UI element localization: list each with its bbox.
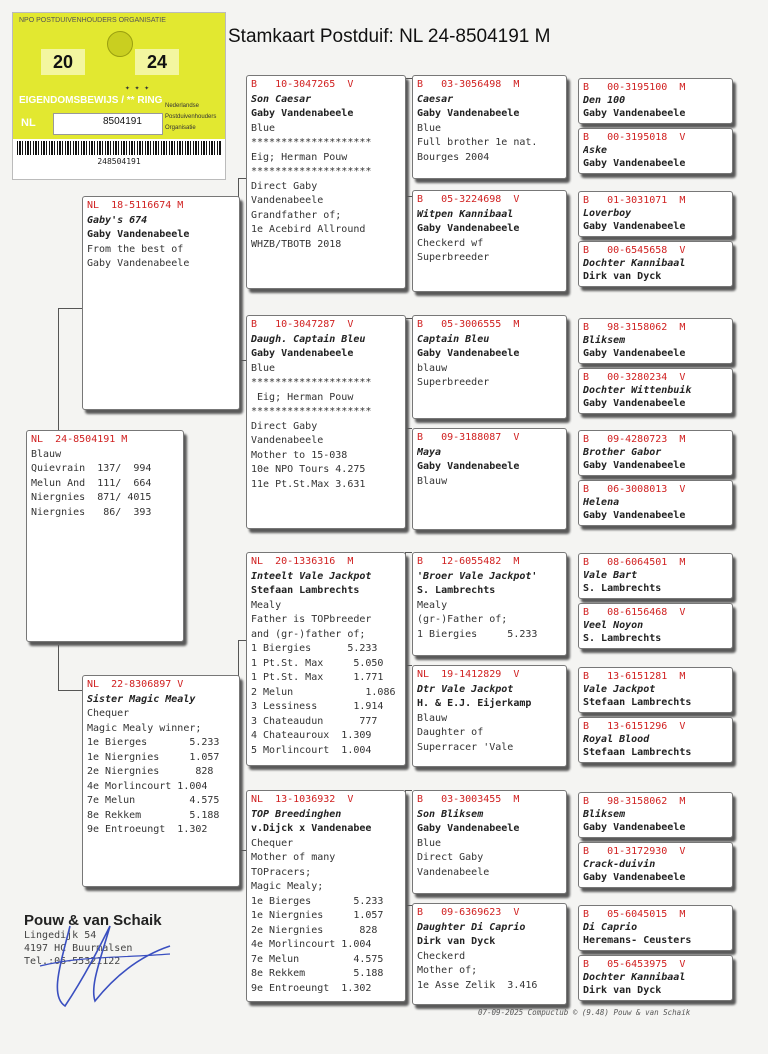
pigeon-name: Dtr Vale Jackpot	[417, 683, 514, 695]
info-line: 10e NPO Tours 4.275	[251, 464, 366, 475]
info-line: 9e Entroeungt 1.302	[251, 982, 372, 994]
ring-number: B 13-6151281 M	[583, 671, 686, 682]
pigeon-name: Maya	[417, 446, 442, 458]
info-line: ********************	[251, 137, 372, 148]
ring-number: B 00-3195018 V	[583, 132, 686, 143]
great-great-grandparent-card	[578, 480, 733, 526]
ring-number: NL 19-1412829 V	[417, 669, 520, 680]
barcode-text: 248504191	[97, 157, 141, 166]
pigeon-name: Sister Magic Mealy	[87, 693, 196, 705]
ring-number: B 00-3195100 M	[583, 82, 686, 93]
great-great-grandparent-card	[578, 78, 733, 124]
breeder-name: Gaby Vandenabeele	[417, 461, 520, 472]
ring-number: B 08-6064501 M	[583, 557, 686, 568]
ring-number: B 98-3158062 M	[583, 796, 686, 807]
pedigree-connector	[58, 308, 59, 430]
info-line: 9e Entroeungt 1.302	[87, 824, 208, 835]
info-line: Mealy	[251, 599, 282, 611]
subject-card	[26, 430, 184, 642]
ring-number: B 01-3031071 M	[583, 195, 686, 206]
breeder-name: Gaby Vandenabeele	[417, 108, 520, 119]
info-line: Mother to 15-038	[251, 449, 348, 461]
ring-number: B 05-3224698 V	[417, 194, 520, 205]
great-great-grandparent-card	[578, 241, 733, 287]
pedigree-connector	[405, 78, 412, 79]
great-great-grandparent-card	[578, 128, 733, 174]
pigeon-name: 'Broer Vale Jackpot'	[417, 570, 538, 582]
ring-country: NL	[21, 117, 36, 129]
ring-number: NL 22-8306897 V	[87, 679, 184, 690]
pigeon-name: Brother Gabor	[583, 447, 662, 458]
pigeon-name: Dochter Kannibaal	[583, 972, 686, 983]
info-line: Eig; Herman Pouw	[251, 391, 354, 403]
pigeon-name: Gaby's 674	[87, 214, 148, 226]
info-line: ********************	[251, 166, 372, 177]
info-line: Direct Gaby	[251, 420, 318, 432]
info-line: 4 Chateauroux 1.309	[251, 730, 372, 741]
ring-number: B 03-3056498 M	[417, 79, 520, 90]
info-line: Checkerd wf	[417, 237, 484, 249]
ring-certificate	[12, 12, 226, 180]
breeder-name: Gaby Vandenabeele	[251, 108, 354, 119]
ring-number: B 09-4280723 M	[583, 434, 686, 445]
ring-number: NL 13-1036932 V	[251, 794, 354, 805]
ring-number: B 05-6045015 M	[583, 909, 686, 920]
breeder-name: Gaby Vandenabeele	[583, 158, 686, 169]
info-line: Niergnies 86/ 393	[31, 506, 152, 518]
info-line: 1e Asse Zelik 3.416	[417, 979, 538, 991]
ring-number: B 06-3008013 V	[583, 484, 686, 495]
pigeon-name: Inteelt Vale Jackpot	[251, 570, 372, 582]
info-line: Gaby Vandenabeele	[87, 258, 190, 269]
great-grandparent-card	[412, 75, 567, 179]
info-line: Quievrain 137/ 994	[31, 463, 152, 474]
breeder-name: Gaby Vandenabeele	[583, 872, 686, 883]
info-line: 2e Niergnies 828	[87, 766, 214, 777]
pigeon-name: Di Caprio	[583, 922, 638, 933]
info-line: Magic Mealy winner;	[87, 722, 202, 734]
info-line: Grandfather of;	[251, 209, 342, 221]
pigeon-name: Captain Bleu	[417, 333, 490, 345]
great-grandparent-card	[412, 552, 567, 656]
info-line: 2e Niergnies 828	[251, 924, 378, 936]
grandparent-card	[246, 790, 406, 1002]
ring-number: B 05-6453975 V	[583, 959, 686, 970]
pigeon-name: Veel Noyon	[583, 620, 644, 631]
pigeon-name: Daughter Di Caprio	[417, 921, 526, 933]
great-great-grandparent-card	[578, 368, 733, 414]
dam-card	[82, 675, 240, 887]
info-line: Bourges 2004	[417, 151, 490, 163]
breeder-name: S. Lambrechts	[583, 583, 662, 594]
pigeon-name: Witpen Kannibaal	[417, 208, 514, 220]
breeder-name: H. & E.J. Eijerkamp	[417, 698, 532, 709]
ring-number: B 08-6156468 V	[583, 607, 686, 618]
crest-icon	[107, 31, 133, 57]
breeder-name: Gaby Vandenabeele	[583, 398, 686, 409]
owner-address-line: Lingedijk 54	[24, 930, 97, 941]
info-line: Blauw	[417, 475, 448, 487]
owner-name: Pouw & van Schaik	[24, 912, 162, 929]
breeder-name: Stefaan Lambrechts	[583, 747, 692, 758]
great-grandparent-card	[412, 903, 567, 1005]
great-great-grandparent-card	[578, 792, 733, 838]
org-line: Postduivenhouders	[165, 114, 217, 120]
great-great-grandparent-card	[578, 318, 733, 364]
info-line: Blue	[251, 122, 276, 134]
ring-number: 8504191	[103, 116, 142, 127]
info-line: Superbreeder	[417, 252, 490, 263]
info-line: 4e Morlincourt 1.004	[87, 780, 208, 792]
pigeon-name: TOP Breedinghen	[251, 808, 342, 820]
great-grandparent-card	[412, 315, 567, 419]
great-great-grandparent-card	[578, 191, 733, 237]
pedigree-connector	[405, 905, 412, 906]
pigeon-name: Son Bliksem	[417, 808, 484, 820]
breeder-name: v.Dijck x Vandenabee	[251, 823, 372, 834]
ring-number: B 05-3006555 M	[417, 319, 520, 330]
pigeon-name: Loverboy	[583, 208, 632, 219]
pedigree-connector	[58, 308, 82, 309]
info-line: 1e Bierges 5.233	[251, 895, 384, 907]
info-line: Superbreeder	[417, 377, 490, 388]
pigeon-name: Dochter Wittenbuik	[583, 385, 692, 396]
info-line: Mother of;	[417, 965, 478, 976]
info-line: 5 Morlincourt 1.004	[251, 744, 372, 756]
pigeon-name: Vale Bart	[583, 570, 638, 581]
info-line: ********************	[251, 406, 372, 417]
ring-number: B 13-6151296 V	[583, 721, 686, 732]
ring-year-right: 24	[135, 49, 179, 75]
info-line: Mother of many	[251, 852, 336, 863]
breeder-name: Stefaan Lambrechts	[583, 697, 692, 708]
info-line: 1e Bierges 5.233	[87, 737, 220, 748]
info-line: From the best of	[87, 243, 184, 255]
info-line: Chequer	[251, 837, 294, 849]
info-line: Blue	[417, 122, 442, 134]
ring-org-names	[165, 101, 216, 134]
info-line: 2 Melun 1.086	[251, 686, 396, 698]
info-line: Vandenabeele	[251, 195, 324, 206]
ring-number: B 00-6545658 V	[583, 245, 686, 256]
grandparent-card	[246, 552, 406, 766]
pigeon-name: Aske	[583, 145, 608, 156]
info-line: Blauw	[31, 448, 62, 460]
ring-number: B 01-3172930 V	[583, 846, 686, 857]
great-great-grandparent-card	[578, 842, 733, 888]
footer: 07-09-2025 Compuclub © (9.48) Pouw & van Schaik	[478, 1008, 691, 1017]
great-great-grandparent-card	[578, 955, 733, 1001]
pedigree-connector	[405, 552, 412, 553]
info-line: 1e Niergnies 1.057	[251, 910, 384, 921]
info-line: 1 Biergies 5.233	[417, 628, 538, 640]
info-line: Melun And 111/ 664	[31, 477, 152, 489]
breeder-name: Heremans- Ceusters	[583, 935, 692, 946]
breeder-name: S. Lambrechts	[417, 585, 496, 596]
info-line: Father is TOPbreeder	[251, 614, 372, 625]
great-grandparent-card	[412, 428, 567, 530]
info-line: 8e Rekkem 5.188	[87, 809, 220, 821]
ring-number: B 09-6369623 V	[417, 907, 520, 918]
pigeon-name: Den 100	[583, 95, 626, 106]
breeder-name: Gaby Vandenabeele	[583, 108, 686, 119]
info-line: ********************	[251, 377, 372, 388]
pedigree-connector	[405, 665, 412, 666]
info-line: WHZB/TBOTB 2018	[251, 238, 342, 250]
ring-number: B 10-3047287 V	[251, 319, 354, 330]
ring-number: B 09-3188087 V	[417, 432, 520, 443]
signature-icon	[30, 906, 180, 1016]
org-line: Organisatie	[165, 125, 196, 131]
info-line: (gr-)Father of;	[417, 614, 508, 625]
ring-number: B 10-3047265 V	[251, 79, 354, 90]
grandparent-card	[246, 315, 406, 529]
great-great-grandparent-card	[578, 667, 733, 713]
pigeon-name: Daugh. Captain Bleu	[251, 333, 366, 345]
info-line: Direct Gaby	[417, 852, 484, 863]
breeder-name: Gaby Vandenabeele	[417, 823, 520, 834]
breeder-name: Gaby Vandenabeele	[417, 348, 520, 359]
pigeon-name: Caesar	[417, 93, 454, 105]
pigeon-name: Crack-duivin	[583, 859, 656, 870]
ring-org-line: NPO POSTDUIVENHOUDERS ORGANISATIE	[19, 17, 166, 24]
breeder-name: Gaby Vandenabeele	[583, 221, 686, 232]
info-line: Blue	[251, 362, 276, 374]
ring-number: B 12-6055482 M	[417, 556, 520, 567]
ring-number: B 03-3003455 M	[417, 794, 520, 805]
info-line: Niergnies 871/ 4015	[31, 492, 152, 503]
info-line: 3 Chateaudun 777	[251, 715, 378, 727]
breeder-name: Stefaan Lambrechts	[251, 585, 360, 596]
info-line: 11e Pt.St.Max 3.631	[251, 478, 366, 490]
info-line: 1e Niergnies 1.057	[87, 751, 220, 763]
great-grandparent-card	[412, 665, 567, 767]
ring-year-left: 20	[41, 49, 85, 75]
breeder-name: Gaby Vandenabeele	[583, 822, 686, 833]
breeder-name: Gaby Vandenabeele	[583, 510, 686, 521]
ring-number: B 00-3280234 V	[583, 372, 686, 383]
great-great-grandparent-card	[578, 905, 733, 951]
info-line: Magic Mealy;	[251, 881, 324, 892]
barcode	[17, 141, 221, 155]
info-line: Direct Gaby	[251, 180, 318, 192]
info-line: 7e Melun 4.575	[87, 795, 220, 806]
info-line: Chequer	[87, 708, 130, 719]
great-great-grandparent-card	[578, 603, 733, 649]
great-great-grandparent-card	[578, 717, 733, 763]
pigeon-name: Bliksem	[583, 809, 626, 820]
info-line: 1 Pt.St. Max 1.771	[251, 672, 384, 683]
info-line: Vandenabeele	[251, 435, 324, 446]
info-line: blauw	[417, 362, 448, 374]
info-line: Checkerd	[417, 950, 466, 962]
breeder-name: Gaby Vandenabeele	[251, 348, 354, 359]
breeder-name: Dirk van Dyck	[583, 985, 662, 996]
great-great-grandparent-card	[578, 430, 733, 476]
great-great-grandparent-card	[578, 553, 733, 599]
breeder-name: Dirk van Dyck	[417, 936, 496, 947]
info-line: 3 Lessiness 1.914	[251, 701, 384, 712]
ring-number: B 98-3158062 M	[583, 322, 686, 333]
breeder-name: Gaby Vandenabeele	[583, 348, 686, 359]
sire-card	[82, 196, 240, 410]
info-line: 1 Pt.St. Max 5.050	[251, 657, 384, 669]
stars-icon: ✦ ✦ ✦	[125, 83, 150, 92]
pigeon-name: Son Caesar	[251, 93, 312, 105]
info-line: TOPracers;	[251, 866, 312, 878]
pedigree-connector	[58, 690, 82, 691]
ring-ownership: EIGENDOMSBEWIJS / ** RING	[19, 95, 163, 106]
owner-address-line: 4197 HC Buurmalsen	[24, 943, 133, 954]
pedigree-connector	[58, 645, 59, 690]
info-line: Full brother 1e nat.	[417, 137, 538, 148]
ring-number: NL 24-8504191 M	[31, 434, 128, 445]
great-grandparent-card	[412, 190, 567, 292]
info-line: 1e Acebird Allround	[251, 224, 366, 235]
info-line: Blauw	[417, 712, 448, 724]
pigeon-name: Bliksem	[583, 335, 626, 346]
info-line: 4e Morlincourt 1.004	[251, 939, 372, 950]
info-line: Mealy	[417, 599, 448, 611]
pigeon-name: Dochter Kannibaal	[583, 258, 686, 269]
breeder-name: Gaby Vandenabeele	[87, 229, 190, 240]
owner-address-line: Tel.:06-55321122	[24, 956, 121, 967]
breeder-name: Dirk van Dyck	[583, 271, 662, 282]
pedigree-connector	[405, 318, 412, 319]
pedigree-connector	[405, 428, 412, 429]
great-grandparent-card	[412, 790, 567, 894]
ring-number: NL 18-5116674 M	[87, 200, 184, 211]
ring-number: NL 20-1336316 M	[251, 556, 354, 567]
info-line: Eig; Herman Pouw	[251, 151, 348, 163]
info-line: and (gr-)father of;	[251, 628, 366, 640]
pedigree-connector	[405, 196, 412, 197]
pigeon-name: Royal Blood	[583, 734, 650, 745]
pigeon-name: Helena	[583, 497, 620, 508]
info-line: 7e Melun 4.575	[251, 953, 384, 965]
page-title: Stamkaart Postduif: NL 24-8504191 M	[228, 26, 551, 47]
info-line: Superracer 'Vale	[417, 741, 514, 753]
info-line: Daughter of	[417, 727, 484, 738]
breeder-name: Gaby Vandenabeele	[417, 223, 520, 234]
info-line: Vandenabeele	[417, 866, 490, 878]
info-line: Blue	[417, 837, 442, 849]
org-line: Nederlandse	[165, 103, 200, 109]
info-line: 8e Rekkem 5.188	[251, 968, 384, 979]
breeder-name: Gaby Vandenabeele	[583, 460, 686, 471]
breeder-name: S. Lambrechts	[583, 633, 662, 644]
info-line: 1 Biergies 5.233	[251, 643, 378, 654]
pedigree-connector	[405, 790, 412, 791]
grandparent-card	[246, 75, 406, 289]
pigeon-name: Vale Jackpot	[583, 684, 656, 695]
